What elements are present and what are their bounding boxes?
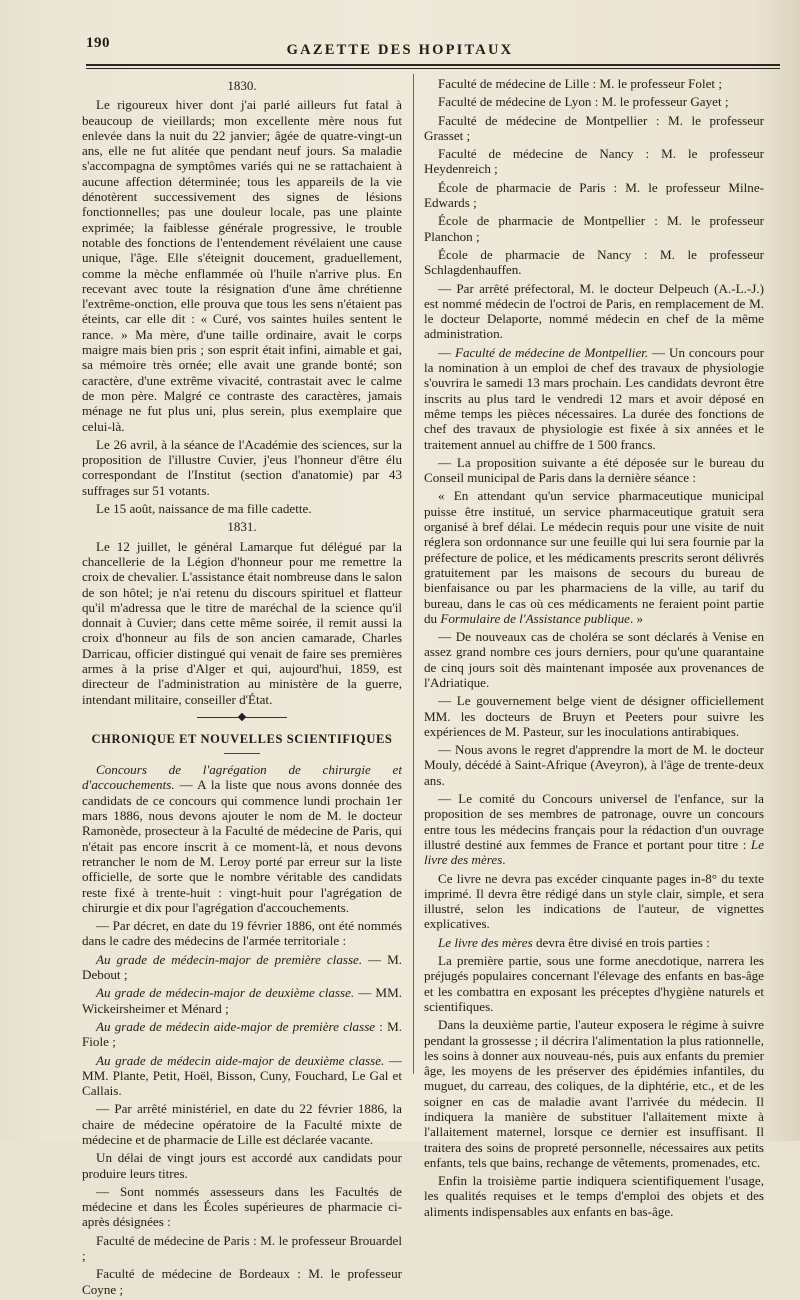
paragraph: — Par arrêté ministériel, en date du 22 février 1886, la chaire de médecine opératoire de la Faculté mixte de médecine et de pharmacie de Lille est déclarée vacante.: [82, 1101, 402, 1147]
left-column: [82, 76, 402, 1300]
paragraph-text: — A la liste que nous avons donnée des candidats de ce concours qui commence lundi prochain 1er mars 1886, nous devons ajouter le nom de M. le docteur Ramonède, prosecteur à la Faculté de médecine de Paris, qui n'était pas encore inscrit à ce moment-là, et nous devons retrancher le nom de M. Leroy porté par erreur sur la liste officielle, de sorte que le nombre véritable des candidats reste fixé à trente-huit : vingt-huit pour l'agrégation de chirurgie et dix pour l'agrégation d'accouchements.: [82, 777, 402, 915]
list-item: Faculté de médecine de Lille : M. le professeur Folet ;: [438, 76, 722, 91]
section-title: CHRONIQUE ET NOUVELLES SCIENTIFIQUES: [91, 731, 393, 746]
italic-lead: Faculté de médecine de Montpellier.: [454, 344, 649, 360]
paragraph-text: .: [502, 852, 506, 868]
paragraph: La première partie, sous une forme anecdotique, narrera les préjugés populaires concernant l'élevage des enfants en bas-âge et les combattra en exposant les préceptes d'hygiène naturels et scientifiques.: [424, 953, 764, 1014]
column-divider: [413, 74, 414, 1074]
ornamental-separator: [197, 717, 287, 718]
paragraph-text: — MM. Wickeirsheimer et Ménard ;: [82, 985, 402, 1016]
italic-lead: Au grade de médecin aide-major de première classe: [96, 1018, 376, 1034]
paragraph: Le 15 août, naissance de ma fille cadette.: [96, 501, 312, 517]
paragraph: — Par décret, en date du 19 février 1886, ont été nommés dans le cadre des médecins de l'armée territoriale :: [82, 918, 402, 949]
italic-lead: Au grade de médecin-major de deuxième classe.: [96, 985, 355, 1001]
paragraph: Enfin la troisième partie indiquera scientifiquement l'usage, les qualités requises et le temps d'emploi des objets et des aliments indispensables aux enfants en bas-âge.: [424, 1173, 764, 1219]
paragraph: — Par arrêté préfectoral, M. le docteur Delpeuch (A.-L.-J.) est nommé médecin de l'octroi de Paris, en remplacement de M. le docteur Delaporte, nommé médecin en chef de la même administration.: [424, 280, 764, 342]
paragraph: — Sont nommés assesseurs dans les Facultés de médecine et dans les Écoles supérieures de pharmacie ci-après désignées :: [82, 1183, 402, 1230]
paragraph-text: — MM. Plante, Petit, Hoël, Bisson, Cuny, Fouchard, Le Gal et Callais.: [82, 1052, 402, 1099]
right-column: [424, 76, 764, 1222]
paragraph: — La proposition suivante a été déposée sur le bureau du Conseil municipal de Paris dans la dernière séance :: [424, 454, 764, 486]
list-item: Faculté de médecine de Nancy : M. le professeur Heydenreich ;: [424, 146, 764, 177]
list-item: Faculté de médecine de Paris : M. le professeur Brouardel ;: [82, 1232, 402, 1264]
italic-lead: Au grade de médecin-major de première classe.: [96, 951, 363, 967]
list-item: [82, 985, 402, 1016]
list-item: Faculté de médecine de Bordeaux : M. le professeur Coyne ;: [82, 1266, 402, 1297]
paragraph: — Nous avons le regret d'apprendre la mort de M. le docteur Mouly, décédé à Saint-Afrique (Aveyron), à l'âge de trente-deux ans.: [424, 742, 764, 788]
italic-lead: Au grade de médecin aide-major de deuxième classe.: [96, 1052, 385, 1068]
paragraph-text: — Un concours pour la nomination à un emploi de chef des travaux de physiologie s'ouvrira le samedi 13 mars prochain. Les candidats devront être inscrits au plus tard le vendredi 12 mars et avoir déposé en même temps les pièces nécessaires. La durée des fonctions de chef des travaux de physiologie est fixée à six années et le traitement annuel au chiffre de 1 500 francs.: [424, 344, 764, 452]
paragraph-text: devra être divisé en trois parties :: [532, 934, 710, 950]
header-rule: [86, 64, 780, 69]
page-header: [0, 0, 800, 72]
paragraph: — Le gouvernement belge vient de désigner officiellement MM. les docteurs de Bruyn et Peeters pour suivre les expériences de M. Pasteur, sur les inoculations antirabiques.: [424, 693, 764, 739]
paragraph: Un délai de vingt jours est accordé aux candidats pour produire leurs titres.: [82, 1150, 402, 1181]
list-item: [82, 1053, 402, 1099]
paragraph: Dans la deuxième partie, l'auteur exposera le régime à suivre pendant la grossesse ; il décrira l'alimentation la plus rationnelle, les soins à donner aux nouveau-nés, puis aux enfants du premier âge, les moyens de les préserver des épidémies infantiles, du muguet, du carreau, des coliques, de la diphtérie, etc., et de les soigner en cas de maladie avant l'arrivée du médecin. Il indiquera la manière de substituer l'allaitement mixte à l'allaitement maternel, lorsque ce dernier est insuffisant. Il traitera des soins de propreté personnelle, nécessaires aux petits enfants, tels que bains, rechange de vêtements, promenades, etc.: [424, 1017, 764, 1170]
paragraph-text: — Le comité du Concours universel de l'enfance, sur la proposition de ses membres de patronage, ouvre un concours entre tous les médecins français pour la rédaction d'un ouvrage illustré destiné aux femmes de France et portant pour titre :: [424, 791, 764, 852]
page-number: 190: [86, 35, 110, 51]
paragraph: — De nouveaux cas de choléra se sont déclarés à Venise en assez grand nombre ces jours derniers, pour qu'une quarantaine de cinq jours soit dès maintenant imposée aux provenances de l'Adriatique.: [424, 629, 764, 690]
paragraph: [82, 762, 402, 915]
paragraph-text: — M. Debout ;: [82, 951, 402, 983]
list-item: Faculté de médecine de Lyon : M. le professeur Gayet ;: [438, 94, 729, 110]
list-item: École de pharmacie de Paris : M. le professeur Milne-Edwards ;: [424, 179, 764, 211]
journal-title: GAZETTE DES HOPITAUX: [286, 42, 514, 58]
list-item: [82, 1019, 402, 1050]
list-item: École de pharmacie de Montpellier : M. le professeur Planchon ;: [424, 213, 764, 244]
paragraph-text: . »: [629, 610, 644, 626]
italic-title: Le livre des mères: [424, 836, 764, 868]
paragraph: Le 26 avril, à la séance de l'Académie des sciences, sur la proposition de l'illustre Cuvier, j'eus l'honneur d'être élu correspondant de l'Institut (section d'anatomie) par 43 suffrages sur 51 votants.: [82, 436, 402, 498]
paragraph-text: : M. Fiole ;: [82, 1018, 403, 1050]
paragraph: [424, 791, 764, 867]
paragraph: [424, 488, 764, 626]
italic-lead: Concours de l'agrégation de chirurgie et d'accouchements.: [82, 762, 402, 793]
paragraph: Le 12 juillet, le général Lamarque fut délégué par la chancellerie de la Légion d'honneur pour me remettre la croix de chevalier. L'assistance était nombreuse dans le salon de son hôtel; je n'ai retenu du discours spirituel et flatteur qu'il m'adressa que le titre de maréchal de la science qu'il donnait à Cuvier; dans cette même soirée, il remit aussi la croix d'honneur au fils de son ancien camarade, Charles Darricau, officier distingué qui venait de faire ses premières armes à la prise d'Alger et qui, aujourd'hui, 1859, est directeur de l'administration au ministère de la guerre, intendant militaire, conseiller d'État.: [82, 538, 402, 707]
paragraph-text: « En attendant qu'un service pharmaceutique municipal puisse être institué, un service pharmaceutique gratuit sera organisé à bref délai. Le médecin requis pour une visite de nuit réglera son ordonnance sur une feuille qui lui sera fournie par la préfecture de police, et les médicaments prescrits seront délivrés gratuitement par les maisons de secours du bureau de bienfaisance ou par les pharmaciens de la ville, au tarif du bureau, dans le cas où ces médicaments ne feraient point partie du: [424, 488, 764, 626]
paragraph: — Faculté de médecine de Montpellier. — Un concours pour la nomination à un emploi de chef des travaux de physiologie s'ouvrira le samedi 13 mars prochain. Les candidats devront être inscrits au plus tard le vendredi 12 mars et avoir déposé en même temps les pièces nécessaires. La durée des fonctions de chef des travaux de physiologie est fixée à six années et le traitement annuel au chiffre de 1 500 francs.: [424, 344, 764, 452]
diamond-ornament-icon: [238, 713, 246, 721]
section-rule: [224, 753, 260, 754]
year-heading-1830: 1830.: [227, 78, 257, 93]
paragraph: Ce livre ne devra pas excéder cinquante pages in-8° du texte imprimé. Il devra être rédigé dans un style clair, simple, et sera illustré, selon les indications de l'auteur, de vignettes explicatives.: [424, 870, 764, 932]
italic-title: Formulaire de l'Assistance publique: [440, 610, 630, 626]
list-item: Faculté de médecine de Montpellier : M. le professeur Grasset ;: [424, 112, 764, 143]
list-item: [82, 952, 402, 983]
year-heading-1831: 1831.: [227, 519, 257, 535]
paragraph: [424, 935, 764, 950]
paragraph: Le rigoureux hiver dont j'ai parlé ailleurs fut fatal à beaucoup de vieillards; mon excellente mère nous fut enlevée dans la nuit du 22 janvier; âgée de quatre-vingt-un ans, elle ne fut alitée que pendant neuf jours. Sa maladie s'accompagna de symptômes variés qui ne se rattachaient à aucune affection déterminée; tous les appareils de la vie dénotèrent successivement des signes de lésions fonctionnelles; pas une douleur locale, pas une plainte exprimée; la faiblesse générale progressive, le trouble notable des fonctions de l'entendement révélaient une cause unique, l'âge. Elle s'éteignit doucement, graduellement, comme la mèche enflammée où l'huile n'arrive plus. En recevant avec toute la résignation d'une âme chrétienne l'extrême-onction, elle prouva que tous les sens n'étaient pas éteints, car elle dit : « Curé, vos saintes huiles sentent le rance. » Ma mère, d'une taille ordinaire, avait le corps maigre mais bien pris ; son esprit était infini, aimable et gai, sa mémoire très ornée; elle avait une grande bonté; son caractère, d'une extrême vivacité, contrastait avec le calme de mon père. Malgré ce contraste des caractères, jamais ménage ne fut plus uni, plus serein, plus exemplaire que celui-là.: [82, 97, 402, 434]
list-item: École de pharmacie de Nancy : M. le professeur Schlagdenhauffen.: [424, 246, 764, 278]
italic-title: Le livre des mères: [438, 934, 533, 950]
